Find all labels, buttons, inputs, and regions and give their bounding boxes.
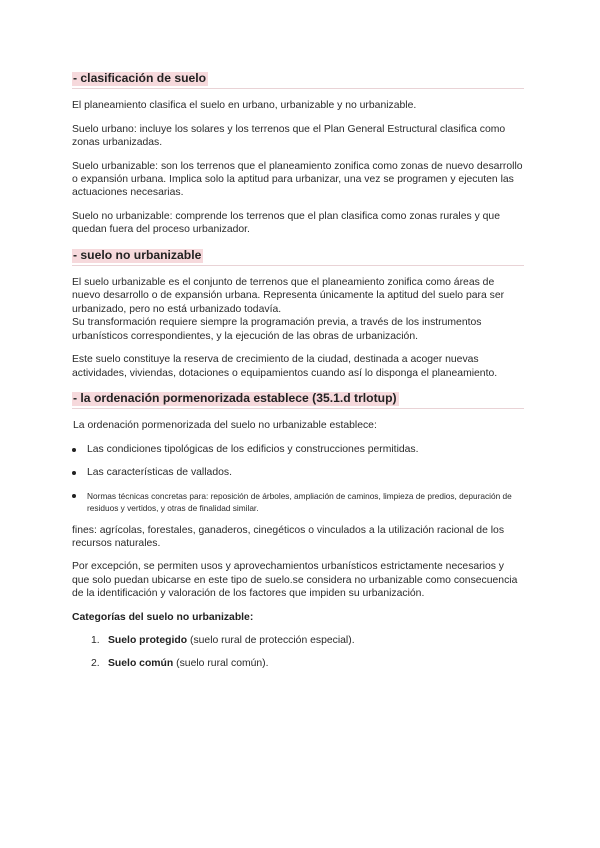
list-item xyxy=(72,443,524,456)
section-heading-clasificacion: - clasificación de suelo xyxy=(73,71,207,85)
bullet-icon xyxy=(72,471,76,475)
section-heading-ordenacion: - la ordenación pormenorizada establece (35.1.d trlotup) xyxy=(73,390,397,405)
heading-divider xyxy=(72,408,524,409)
list-number: 2. xyxy=(91,658,100,670)
section-ordenacion xyxy=(72,392,524,671)
categories-title: Categorías del suelo no urbanizable: xyxy=(72,611,254,623)
paragraph: Suelo urbanizable: son los terrenos que el planeamiento zonifica como zonas de nuevo desarrollo o expansión urbana. Implica solo la aptitud para urbanizar, una vez se programen y ejecuten las actuaciones necesarias. xyxy=(72,160,523,199)
list-item xyxy=(72,490,524,514)
category-name: Suelo protegido xyxy=(108,634,188,646)
heading-divider xyxy=(72,265,524,266)
categories-list xyxy=(72,634,524,671)
list-number: 1. xyxy=(91,634,100,646)
paragraph: La ordenación pormenorizada del suelo no urbanizable establece: xyxy=(73,420,377,432)
paragraph: Suelo no urbanizable: comprende los terrenos que el plan clasifica como zonas rurales y que quedan fuera del proceso urbanizador. xyxy=(72,210,500,236)
paragraph-line: El suelo urbanizable es el conjunto de terrenos que el planeamiento zonifica como áreas de nuevo desarrollo o de expansión urbana. Representa únicamente la aptitud del suelo para ser urbanizado, pero no está urbanizado todavía. xyxy=(72,277,505,315)
list-item xyxy=(72,466,524,479)
bullet-list xyxy=(72,443,524,514)
list-item-text: Normas técnicas concretas para: reposición de árboles, ampliación de caminos, limpieza de predios, depuración de residuos y vertidos, y otras de finalidad similar. xyxy=(87,490,512,513)
bullet-icon xyxy=(72,494,76,498)
list-item xyxy=(91,657,524,670)
category-name: Suelo común xyxy=(108,658,174,670)
heading-divider xyxy=(72,88,524,89)
section-heading-no-urbanizable: - suelo no urbanizable xyxy=(73,247,202,262)
paragraph: El planeamiento clasifica el suelo en urbano, urbanizable y no urbanizable. xyxy=(72,100,417,112)
document-content xyxy=(72,72,524,671)
category-desc: (suelo rural de protección especial). xyxy=(187,634,355,646)
paragraph-line: Su transformación requiere siempre la programación previa, a través de los instrumentos urbanísticos correspondientes, y la ejecución de las obras de urbanización. xyxy=(72,317,482,342)
section-clasificacion xyxy=(72,72,524,237)
paragraph: Suelo urbano: incluye los solares y los terrenos que el Plan General Estructural clasifica como zonas urbanizadas. xyxy=(72,123,506,149)
paragraph: Por excepción, se permiten usos y aprovechamientos urbanísticos estrictamente necesarios y que solo puedan ubicarse en este tipo de suelo.se considera no urbanizable como consecuencia de la identificación y valoración de los factores que impiden su urbanización. xyxy=(72,561,518,600)
bullet-icon xyxy=(72,448,76,452)
paragraph: Este suelo constituye la reserva de crecimiento de la ciudad, destinada a acoger nuevas actividades, viviendas, dotaciones o equipamientos cuando así lo disponga el planeamiento. xyxy=(72,354,498,379)
paragraph xyxy=(72,276,524,343)
section-no-urbanizable xyxy=(72,249,524,380)
paragraph: fines: agrícolas, forestales, ganaderos, cinegéticos o vinculados a la utilización racional de los recursos naturales. xyxy=(72,524,505,549)
category-desc: (suelo rural común). xyxy=(173,658,269,670)
list-item-text: Las condiciones tipológicas de los edificios y construcciones permitidas. xyxy=(87,443,419,455)
list-item-text: Las características de vallados. xyxy=(87,467,232,479)
list-item xyxy=(91,634,524,647)
